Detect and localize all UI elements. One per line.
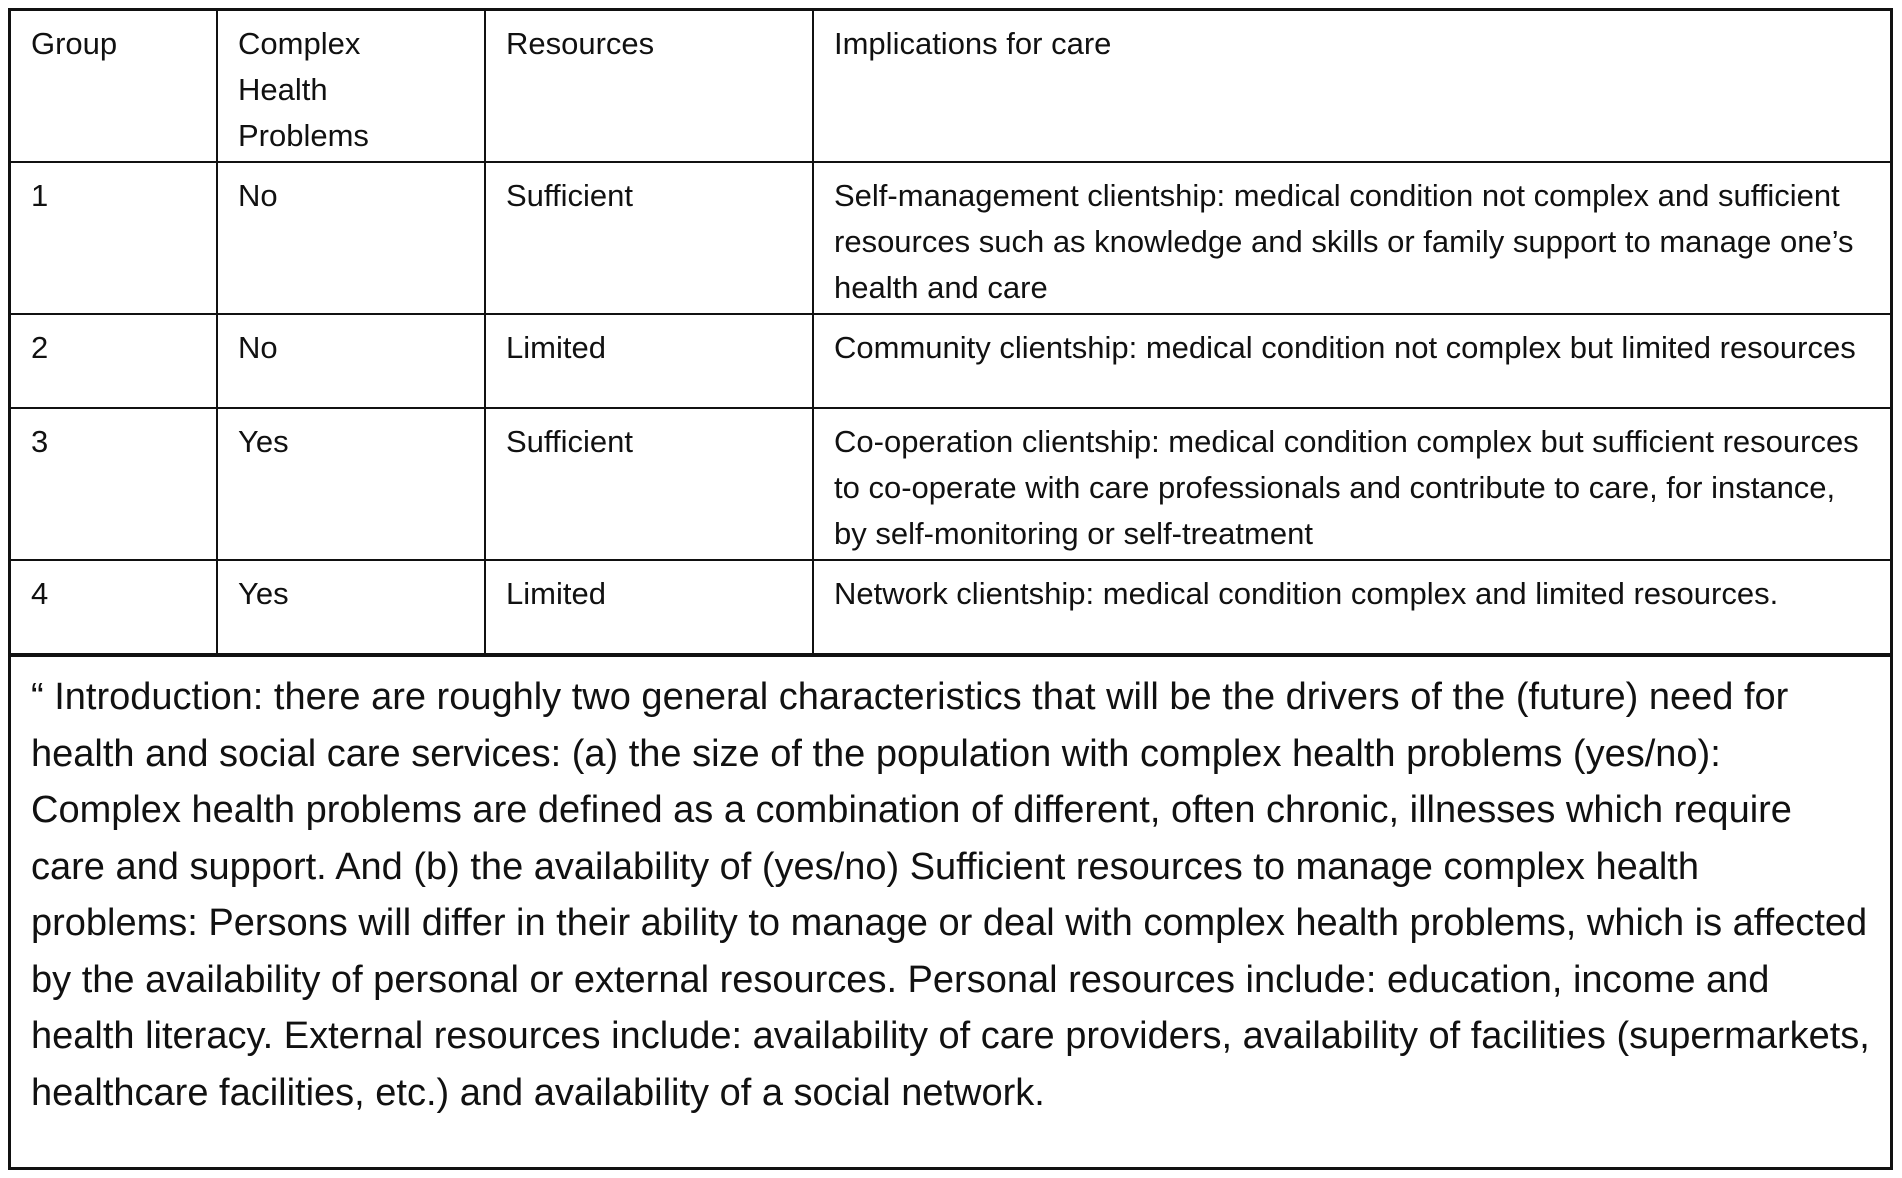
- header-complex-health-problems: [217, 11, 485, 162]
- cell-resources: Sufficient: [485, 162, 813, 314]
- cell-complex: Yes: [217, 560, 485, 654]
- cell-group: 3: [11, 408, 217, 560]
- header-complex-line2: Health: [238, 72, 328, 107]
- table-row: [11, 162, 1890, 314]
- cell-implications: Co-operation clientship: medical condition complex but sufficient resources to co-operate with care professionals and contribute to care, for instance, by self-monitoring or self-treatment: [813, 408, 1890, 560]
- cell-implications: Community clientship: medical condition not complex but limited resources: [813, 314, 1890, 408]
- clientship-table: [11, 11, 1890, 655]
- cell-implications: Self-management clientship: medical condition not complex and sufficient resources such as knowledge and skills or family support to manage one’s health and care: [813, 162, 1890, 314]
- cell-resources: Limited: [485, 560, 813, 654]
- cell-group: 1: [11, 162, 217, 314]
- introduction-note: “ Introduction: there are roughly two general characteristics that will be the drivers of the (future) need for health and social care services: (a) the size of the population with complex health problems (yes/no): Complex health problems are defined as a combination of different, often chronic, illnesses which require care and support. And (b) the availability of (yes/no) Sufficient resources to manage complex health problems: Persons will differ in their ability to manage or deal with complex health problems, which is affected by the availability of personal or external resources. Personal resources include: education, income and health literacy. External resources include: availability of care providers, availability of facilities (supermarkets, healthcare facilities, etc.) and availability of a social network.: [11, 655, 1890, 1131]
- cell-complex: Yes: [217, 408, 485, 560]
- header-complex-line1: Complex: [238, 26, 361, 61]
- table-header-row: [11, 11, 1890, 162]
- table-row: [11, 408, 1890, 560]
- cell-complex: No: [217, 314, 485, 408]
- cell-implications: Network clientship: medical condition complex and limited resources.: [813, 560, 1890, 654]
- cell-group: 2: [11, 314, 217, 408]
- header-implications: Implications for care: [813, 11, 1890, 162]
- table-row: [11, 314, 1890, 408]
- header-complex-line3: Problems: [238, 118, 369, 153]
- cell-resources: Sufficient: [485, 408, 813, 560]
- document-frame: [8, 8, 1893, 1170]
- table-row: [11, 560, 1890, 654]
- header-group: Group: [11, 11, 217, 162]
- cell-complex: No: [217, 162, 485, 314]
- cell-resources: Limited: [485, 314, 813, 408]
- header-resources: Resources: [485, 11, 813, 162]
- cell-group: 4: [11, 560, 217, 654]
